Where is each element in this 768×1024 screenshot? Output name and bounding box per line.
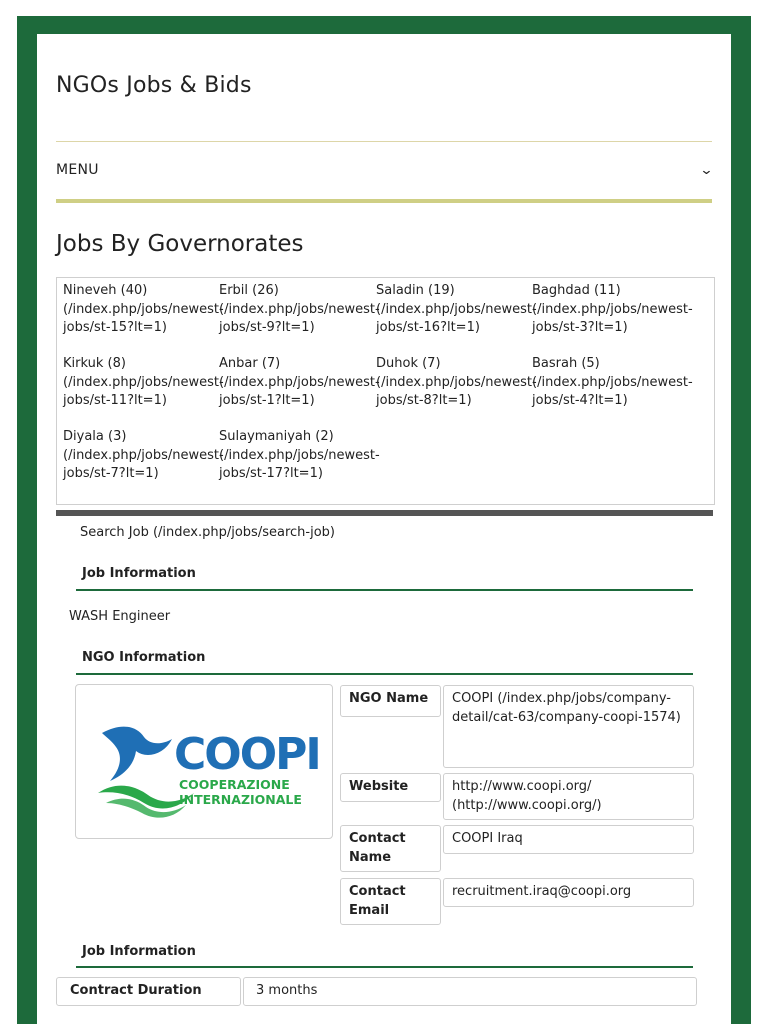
website-label: Website bbox=[340, 773, 441, 802]
governorate-link-nineveh[interactable]: Nineveh (40) (/index.php/jobs/newest-jobs/st-15?lt=1) bbox=[63, 283, 224, 335]
ngo-name-label: NGO Name bbox=[340, 685, 441, 717]
governorate-link-duhok[interactable]: Duhok (7) (/index.php/jobs/newest-jobs/st-8?lt=1) bbox=[376, 356, 537, 408]
header-divider bbox=[56, 141, 712, 142]
site-title[interactable]: NGOs Jobs & Bids bbox=[56, 73, 252, 98]
governorate-link-diyala[interactable]: Diyala (3) (/index.php/jobs/newest-jobs/st-7?lt=1) bbox=[63, 429, 224, 481]
contract-duration-label: Contract Duration bbox=[56, 977, 241, 1006]
governorate-link-kirkuk[interactable]: Kirkuk (8) (/index.php/jobs/newest-jobs/st-11?lt=1) bbox=[63, 356, 224, 408]
governorate-link-basrah[interactable]: Basrah (5) (/index.php/jobs/newest-jobs/st-4?lt=1) bbox=[532, 356, 693, 408]
governorate-link-erbil[interactable]: Erbil (26) (/index.php/jobs/newest-jobs/st-9?lt=1) bbox=[219, 283, 380, 335]
job-information-heading-2: Job Information bbox=[82, 944, 196, 959]
logo-line1-text: COOPERAZIONE bbox=[179, 777, 290, 792]
contact-name-value: COOPI Iraq bbox=[443, 825, 694, 854]
chevron-down-icon: ⌄ bbox=[699, 162, 714, 178]
governorate-link-saladin[interactable]: Saladin (19) (/index.php/jobs/newest-jobs/st-16?lt=1) bbox=[376, 283, 537, 335]
menu-toggle[interactable] bbox=[56, 160, 712, 180]
section-divider bbox=[56, 510, 713, 516]
search-job-link[interactable]: Search Job (/index.php/jobs/search-job) bbox=[80, 525, 335, 540]
coopi-logo-image bbox=[76, 685, 334, 840]
governorate-link-sulaymaniyah[interactable]: Sulaymaniyah (2) (/index.php/jobs/newest-jobs/st-17?lt=1) bbox=[219, 429, 380, 481]
website-link[interactable]: http://www.coopi.org/ (http://www.coopi.org/) bbox=[443, 773, 694, 820]
governorate-link-anbar[interactable]: Anbar (7) (/index.php/jobs/newest-jobs/st-1?lt=1) bbox=[219, 356, 380, 408]
contact-name-label: Contact Name bbox=[340, 825, 441, 872]
job-information-rule bbox=[76, 589, 693, 591]
menu-divider bbox=[56, 199, 712, 203]
ngo-name-link[interactable]: COOPI (/index.php/jobs/company-detail/cat-63/company-coopi-1574) bbox=[443, 685, 694, 768]
ngo-information-heading: NGO Information bbox=[82, 650, 206, 665]
contract-duration-value: 3 months bbox=[243, 977, 697, 1006]
governorates-list bbox=[56, 277, 715, 505]
job-title: WASH Engineer bbox=[69, 609, 171, 624]
menu-label: MENU bbox=[56, 162, 99, 178]
job-information-rule-2 bbox=[76, 966, 693, 968]
contact-email-value: recruitment.iraq@coopi.org bbox=[443, 878, 694, 907]
governorate-link-baghdad[interactable]: Baghdad (11) (/index.php/jobs/newest-jobs/st-3?lt=1) bbox=[532, 283, 693, 335]
logo-line2-text: INTERNAZIONALE bbox=[179, 792, 302, 807]
ngo-information-rule bbox=[76, 673, 693, 675]
logo-brand-text: COOPI bbox=[174, 729, 320, 780]
job-information-heading: Job Information bbox=[82, 566, 196, 581]
page-content bbox=[37, 34, 731, 1024]
logo-wave-blue bbox=[102, 727, 172, 781]
ngo-logo bbox=[75, 684, 333, 839]
contact-email-label: Contact Email bbox=[340, 878, 441, 925]
governorates-title: Jobs By Governorates bbox=[56, 231, 304, 257]
